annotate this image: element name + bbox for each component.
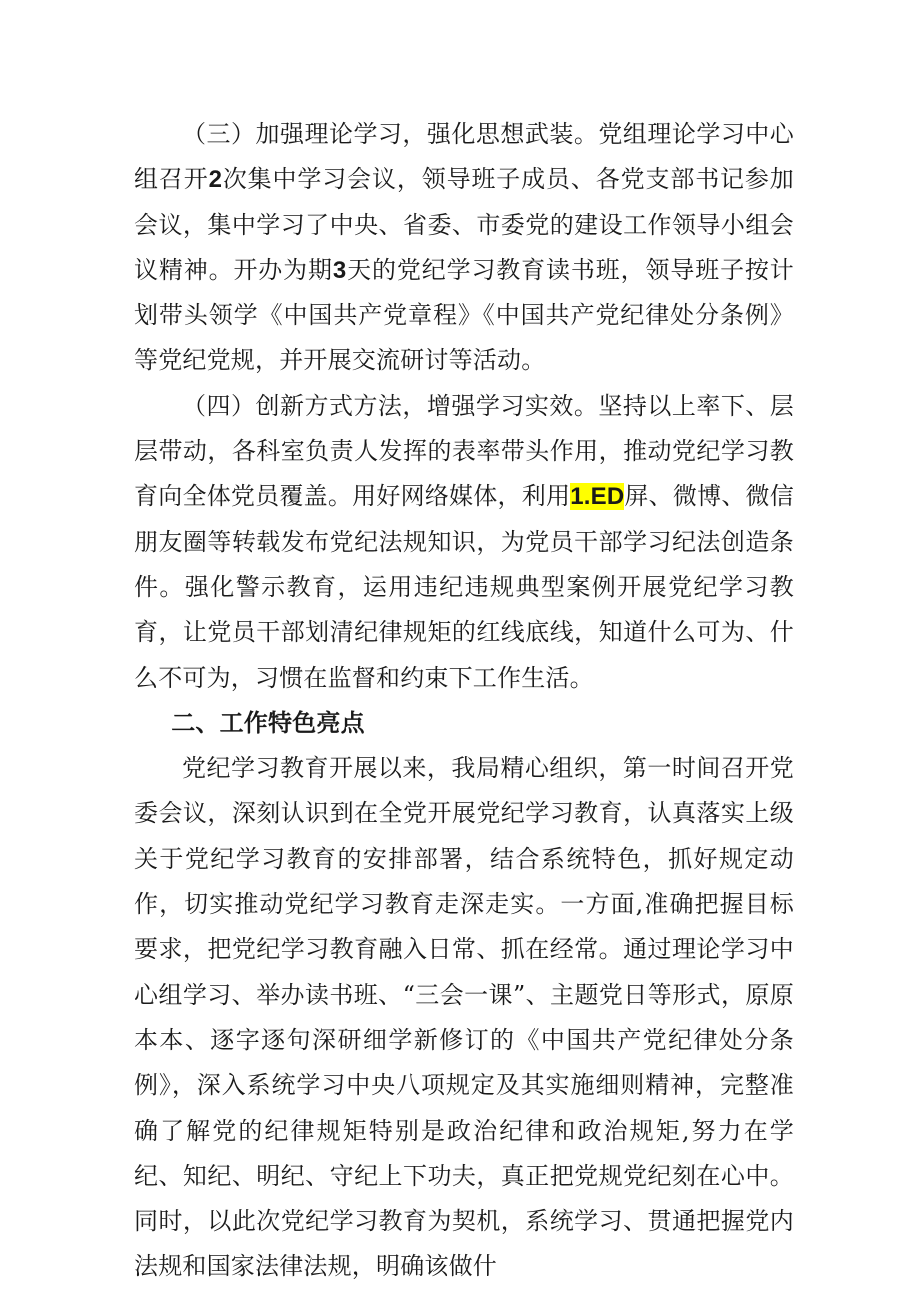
paragraph-three-number-meetings: 2 <box>208 166 223 194</box>
paragraph-three-text-2: 次集中学习会议，领导班子成员、各党支部书记参加会议，集中学习了中央、省委、市委党的建设工作领导小组会议精神。开办为期 <box>134 165 794 284</box>
paragraph-four-text-2: 屏、微博、微信朋友圈等转载发布党纪法规知识，为党员干部学习纪法创造条件。强化警示教育，运用违纪违规典型案例开展党纪学习教育，让党员干部划清纪律规矩的红线底线，知道什么可为、什么不可为，习惯在监督和约束下工作生活。 <box>134 482 794 692</box>
paragraph-four <box>134 384 794 701</box>
paragraph-features: 党纪学习教育开展以来，我局精心组织，第一时间召开党委会议，深刻认识到在全党开展党纪学习教育，认真落实上级关于党纪学习教育的安排部署，结合系统特色，抓好规定动作，切实推动党纪学习教育走深走实。一方面,准确把握目标要求，把党纪学习教育融入日常、抓在经常。通过理论学习中心组学习、举办读书班、“三会一课”、主题党日等形式，原原本本、逐字逐句深研细学新修订的《中国共产党纪律处分条例》，深入系统学习中央八项规定及其实施细则精神，完整准确了解党的纪律规矩特别是政治纪律和政治规矩,努力在学纪、知纪、明纪、守纪上下功夫，真正把党规党纪刻在心中。同时，以此次党纪学习教育为契机，系统学习、贯通把握党内法规和国家法律法规，明确该做什 <box>134 754 794 1281</box>
section-heading-features: 二、工作特色亮点 <box>171 708 365 737</box>
paragraph-three-text-3: 天的党纪学习教育读书班，领导班子按计划带头领学《中国共产党章程》《中国共产党纪律处分条例》等党纪党规，并开展交流研讨等活动。 <box>134 255 794 375</box>
paragraph-three-number-days: 3 <box>332 256 347 284</box>
paragraph-three <box>134 112 794 384</box>
paragraph-four-text-1: （四）创新方式方法，增强学习实效。坚持以上率下、层层带动，各科室负责人发挥的表率带头作用，推动党纪学习教育向全体党员覆盖。用好网络媒体，利用 <box>134 391 794 511</box>
document-body <box>134 112 794 1290</box>
highlighted-led-text: 1.ED <box>570 483 625 511</box>
paragraph-three-text-1: （三）加强理论学习，强化思想武装。党组理论学习中心组召开 <box>134 120 794 194</box>
